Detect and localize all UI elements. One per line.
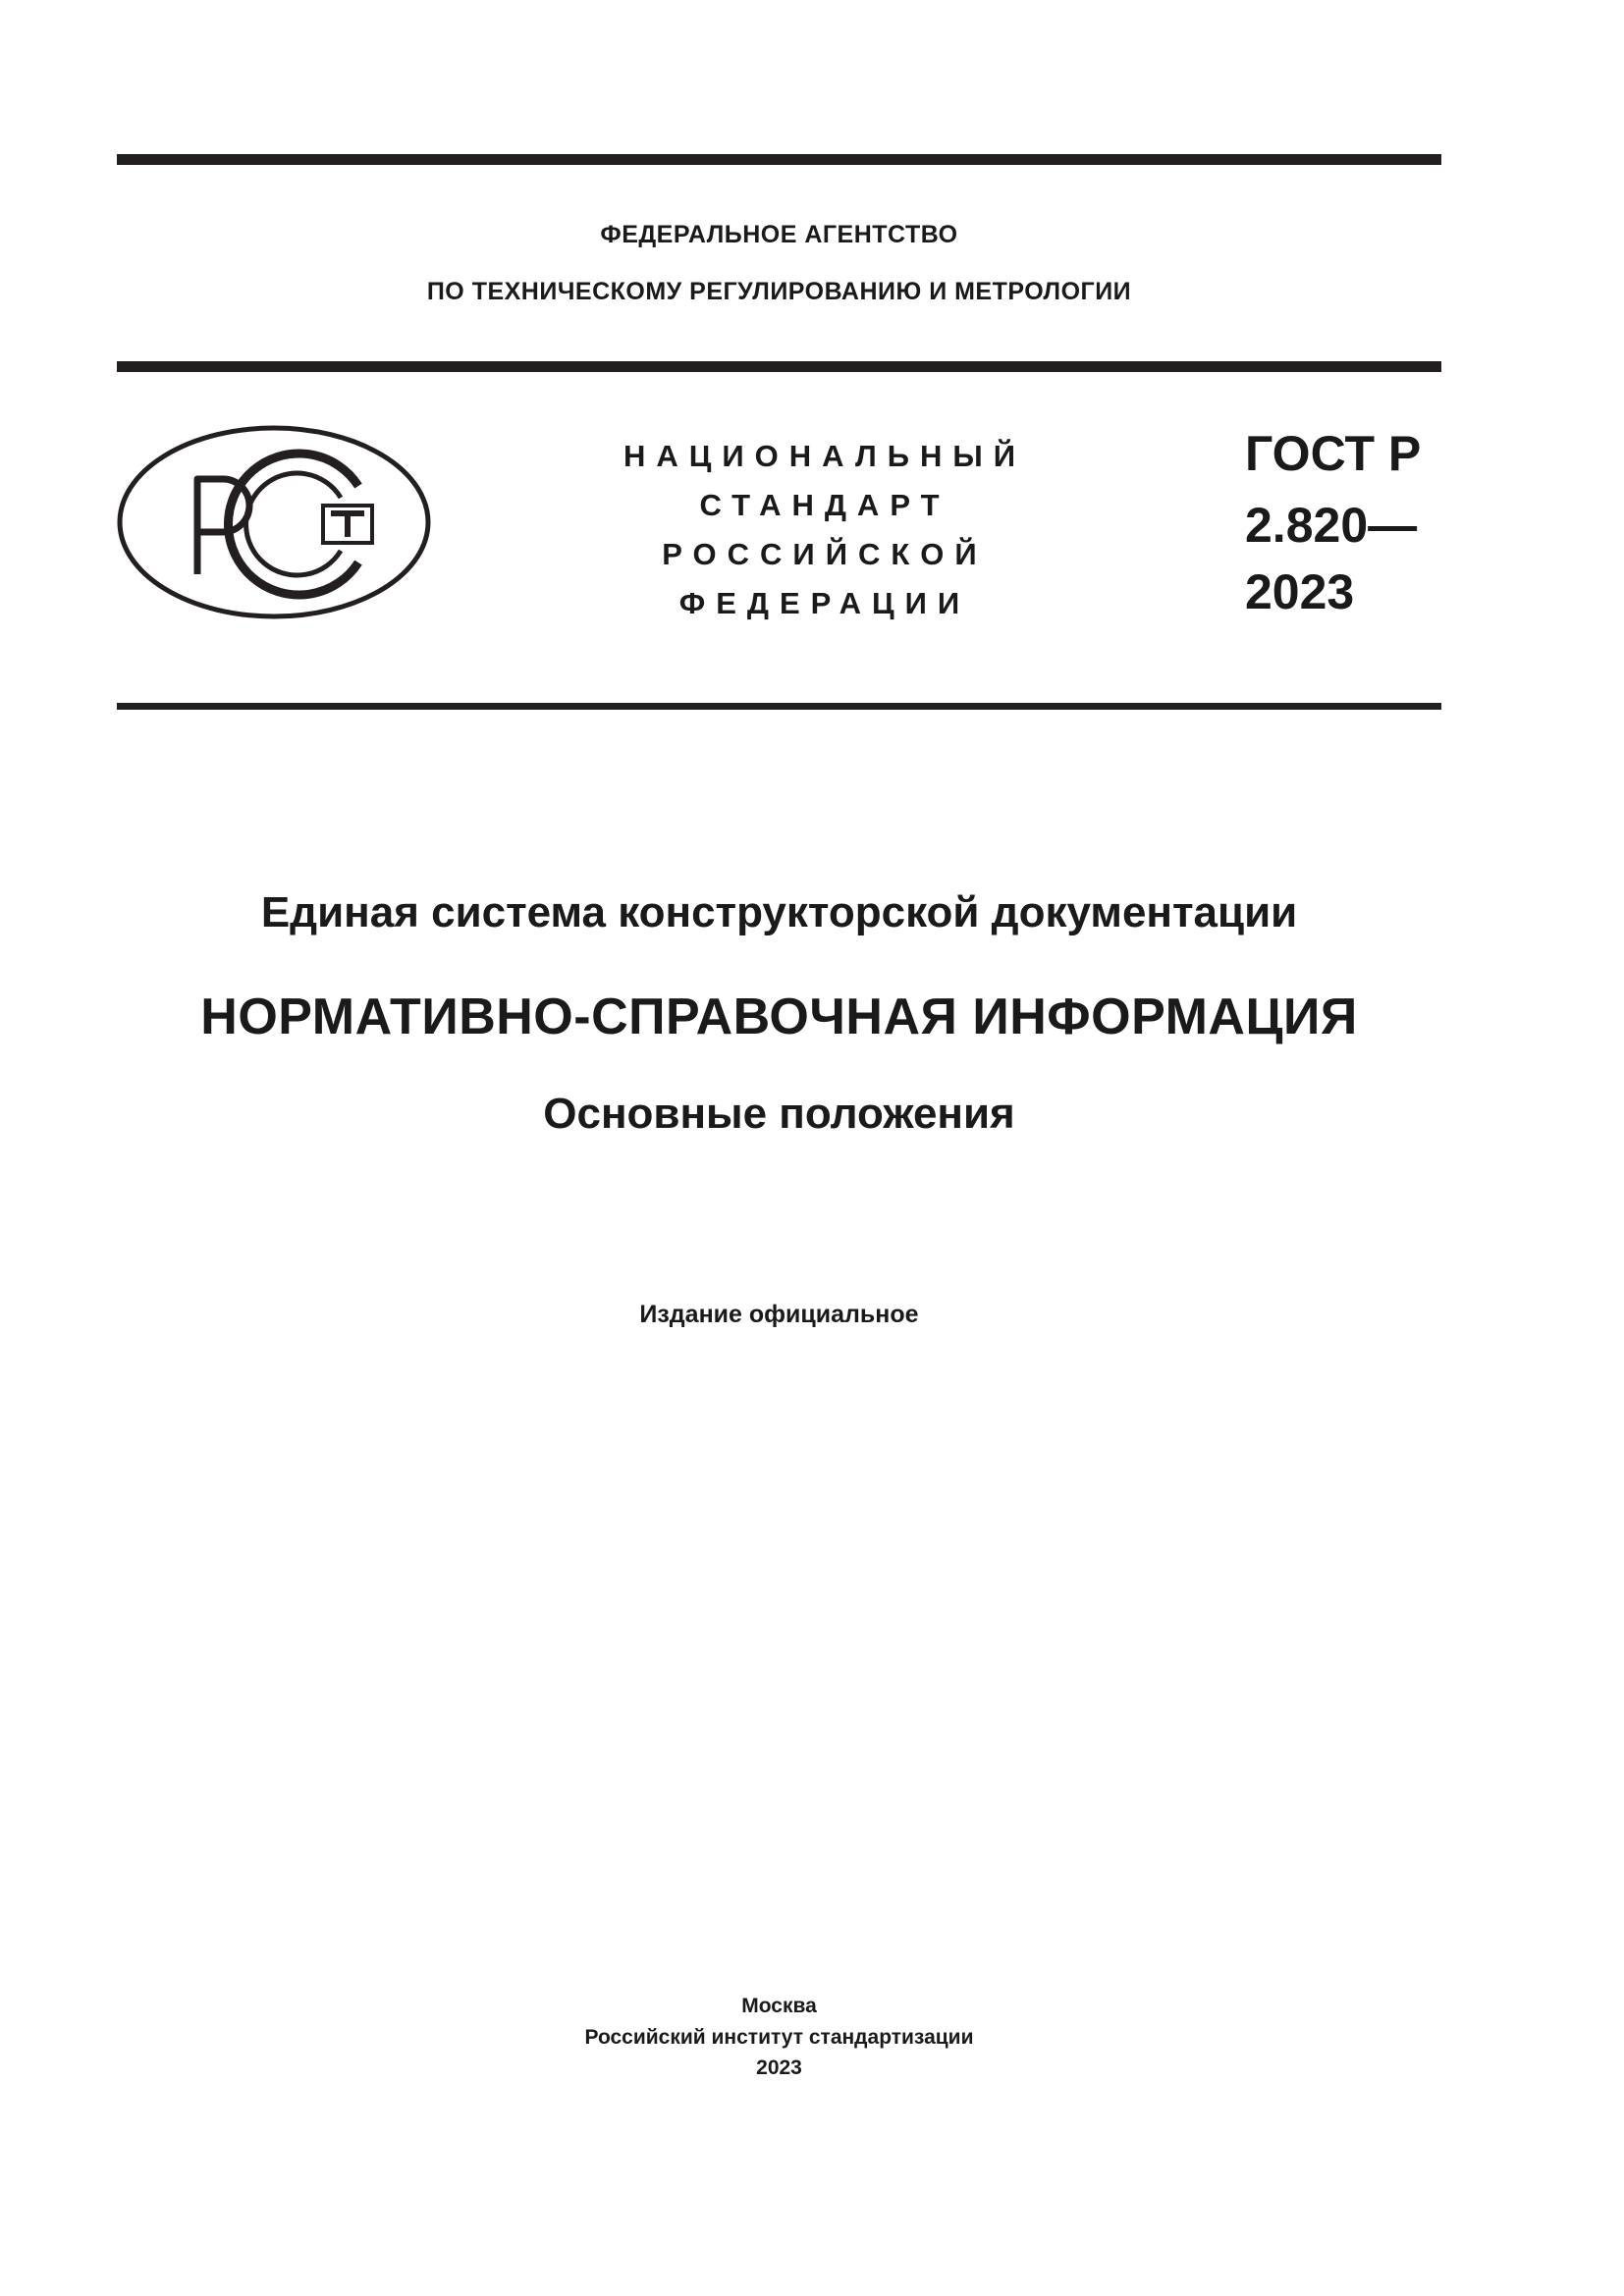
publisher-year: 2023: [756, 2056, 802, 2079]
series-title: Единая система конструкторской документации: [260, 888, 1298, 936]
publisher-city: Москва: [741, 1995, 817, 2017]
header-rule: [117, 361, 1441, 372]
top-rule: [117, 154, 1441, 165]
agency-line-1: ФЕДЕРАЛЬНОЕ АГЕНТСТВО: [600, 221, 958, 248]
national-standard-line-3: РОССИЙСКОЙ: [662, 537, 988, 571]
national-standard-line-4: ФЕДЕРАЦИИ: [678, 586, 971, 620]
national-standard-line-2: СТАНДАРТ: [699, 488, 950, 522]
designation-line-1: ГОСТ Р: [1245, 426, 1422, 481]
page-title: НОРМАТИВНО-СПРАВОЧНАЯ ИНФОРМАЦИЯ: [200, 988, 1358, 1045]
publisher-organization: Российский институт стандартизации: [584, 2026, 974, 2049]
designation-line-2: 2.820—: [1245, 498, 1418, 553]
title-block-rule: [117, 703, 1441, 710]
national-standard-line-1: НАЦИОНАЛЬНЫЙ: [623, 439, 1027, 473]
page-subtitle: Основные положения: [543, 1090, 1015, 1138]
designation-line-3: 2023: [1245, 564, 1355, 619]
edition-note: Издание официальное: [639, 1301, 919, 1328]
agency-line-2: ПО ТЕХНИЧЕСКОМУ РЕГУЛИРОВАНИЮ И МЕТРОЛОГИИ: [426, 278, 1132, 305]
rst-certification-mark-icon: [117, 425, 432, 620]
